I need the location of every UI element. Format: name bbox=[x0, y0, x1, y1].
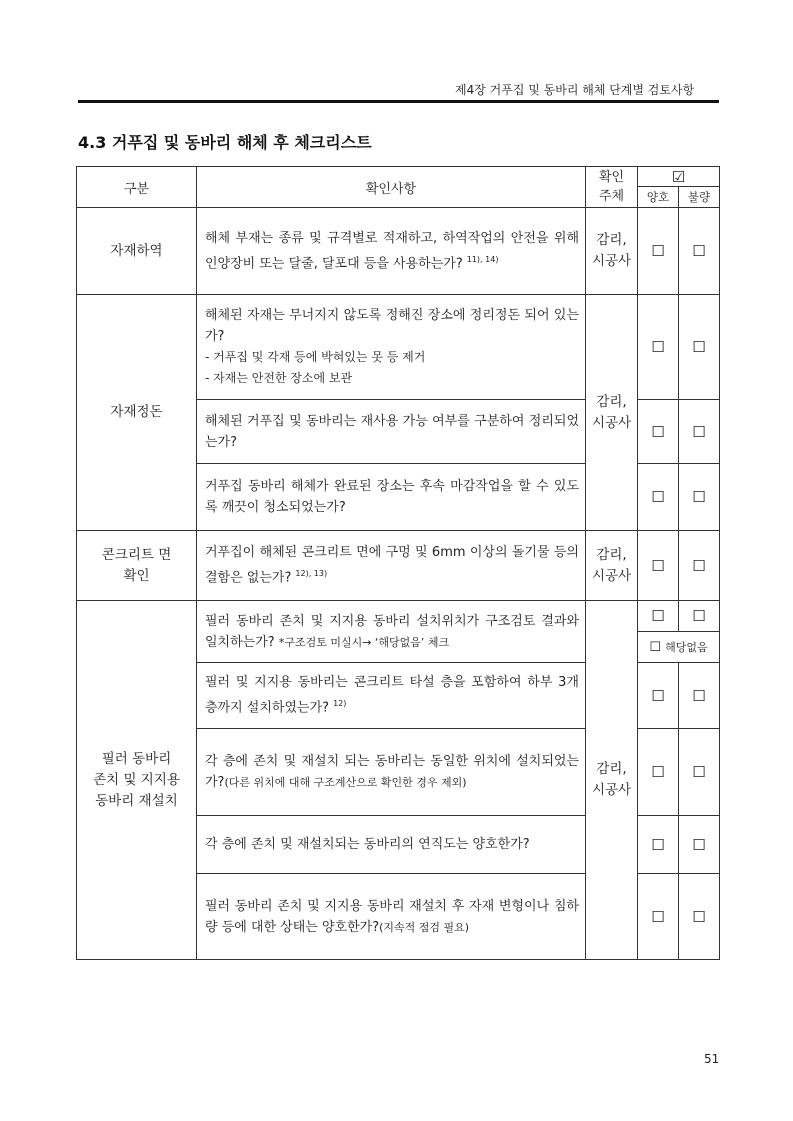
subject-cell bbox=[586, 208, 638, 295]
not-applicable-option[interactable] bbox=[638, 632, 720, 663]
category-label: 필러 동바리 bbox=[101, 750, 172, 767]
subject-line1: 감리, bbox=[596, 393, 627, 410]
check-item bbox=[197, 874, 586, 960]
subject-cell bbox=[586, 601, 638, 960]
good-checkbox[interactable]: ☐ bbox=[638, 874, 679, 960]
reference-note: 12) bbox=[333, 699, 347, 709]
reference-note: 12), 13) bbox=[295, 569, 328, 579]
check-item-text: 필러 동바리 존치 및 지지용 동바리 설치위치가 구조검토 결과와 일치하는가? bbox=[205, 613, 579, 650]
check-item bbox=[197, 208, 586, 295]
subject-line2: 시공사 bbox=[591, 414, 632, 431]
checkbox-icon: ☑ bbox=[638, 167, 720, 187]
col-header-bad: 불량 bbox=[679, 187, 720, 208]
bad-checkbox[interactable]: ☐ bbox=[679, 531, 720, 601]
category-cell bbox=[77, 295, 197, 531]
col-header-subject-line1: 확인 bbox=[598, 170, 625, 185]
table-row bbox=[77, 208, 720, 295]
check-item bbox=[197, 464, 586, 531]
bad-checkbox[interactable]: ☐ bbox=[679, 464, 720, 531]
good-checkbox[interactable]: ☐ bbox=[638, 729, 679, 816]
good-checkbox[interactable]: ☐ bbox=[638, 208, 679, 295]
check-item-text: 거푸집 동바리 해체가 완료된 장소는 후속 마감작업을 할 수 있도록 깨끗이 청소되었는가? bbox=[205, 479, 579, 515]
table-row bbox=[77, 295, 720, 400]
check-item bbox=[197, 400, 586, 464]
category-label: 존치 및 지지용 bbox=[93, 771, 180, 788]
bad-checkbox[interactable]: ☐ bbox=[679, 874, 720, 960]
bad-checkbox[interactable]: ☐ bbox=[679, 729, 720, 816]
check-item bbox=[197, 729, 586, 816]
check-item-text: 해체 부재는 종류 및 규격별로 적재하고, 하역작업의 안전을 위해 인양장비 또는 달줄, 달포대 등을 사용하는가? bbox=[205, 230, 579, 272]
check-item-note: *구조검토 미실시→ ‘해당없음’ 체크 bbox=[278, 635, 450, 649]
category-cell bbox=[77, 601, 197, 960]
subject-line2: 시공사 bbox=[591, 782, 632, 798]
subject-line2: 시공사 bbox=[591, 567, 632, 584]
check-item-text: 해체된 거푸집 및 동바리는 재사용 가능 여부를 구분하여 정리되었는가? bbox=[205, 413, 579, 450]
check-item bbox=[197, 531, 586, 601]
category-label: 콘크리트 면 bbox=[101, 546, 172, 563]
table-row bbox=[77, 531, 720, 601]
bad-checkbox[interactable]: ☐ bbox=[679, 663, 720, 729]
subject-line1: 감리, bbox=[596, 546, 627, 563]
bad-checkbox[interactable]: ☐ bbox=[679, 601, 720, 632]
check-item bbox=[197, 816, 586, 874]
bad-checkbox[interactable]: ☐ bbox=[679, 208, 720, 295]
page-number: 51 bbox=[704, 1052, 720, 1066]
good-checkbox[interactable]: ☐ bbox=[638, 400, 679, 464]
bad-checkbox[interactable]: ☐ bbox=[679, 400, 720, 464]
not-applicable-checkbox[interactable]: ☐ bbox=[649, 640, 662, 655]
header-rule bbox=[78, 100, 719, 103]
check-item-note: (지속적 점검 필요) bbox=[379, 920, 470, 934]
col-header-check: 확인사항 bbox=[197, 167, 586, 208]
col-header-good: 양호 bbox=[638, 187, 679, 208]
good-checkbox[interactable]: ☐ bbox=[638, 663, 679, 729]
check-item-text: 각 층에 존치 및 재설치되는 동바리의 연직도는 양호한가? bbox=[205, 837, 530, 852]
check-item-note: (다른 위치에 대해 구조계산으로 확인한 경우 제외) bbox=[224, 776, 467, 789]
category-cell bbox=[77, 531, 197, 601]
check-item-text: 각 층에 존치 및 재설치 되는 동바리는 동일한 위치에 설치되었는가? bbox=[205, 754, 579, 790]
check-item-text: 거푸집이 해체된 콘크리트 면에 구멍 및 6mm 이상의 돌기물 등의 결함은 없는가? bbox=[205, 545, 579, 586]
subject-cell bbox=[586, 295, 638, 531]
check-item-text: 필러 동바리 존치 및 지지용 동바리 재설치 후 자재 변형이나 침하량 등에 대한 상태는 양호한가? bbox=[205, 898, 579, 935]
category-label: 동바리 재설치 bbox=[95, 792, 178, 809]
good-checkbox[interactable]: ☐ bbox=[638, 816, 679, 874]
subject-line1: 감리, bbox=[596, 761, 627, 777]
col-header-subject-line2: 주체 bbox=[598, 189, 625, 204]
good-checkbox[interactable]: ☐ bbox=[638, 295, 679, 400]
category-label: 자재하역 bbox=[110, 242, 163, 259]
bad-checkbox[interactable]: ☐ bbox=[679, 816, 720, 874]
check-item bbox=[197, 295, 586, 400]
check-item-text: 필러 및 지지용 동바리는 콘크리트 타설 층을 포함하여 하부 3개 층까지 설치하였는가? bbox=[205, 675, 579, 716]
good-checkbox[interactable]: ☐ bbox=[638, 464, 679, 531]
col-header-category: 구분 bbox=[77, 167, 197, 208]
check-item-subpoint: - 거푸집 및 각재 등에 박혀있는 못 등 제거 bbox=[205, 350, 426, 364]
chapter-header: 제4장 거푸집 및 동바리 해체 단계별 검토사항 bbox=[455, 83, 695, 97]
category-label: 자재정돈 bbox=[110, 404, 163, 420]
check-item bbox=[197, 663, 586, 729]
check-item-subpoint: - 자재는 안전한 장소에 보관 bbox=[205, 371, 353, 385]
subject-cell bbox=[586, 531, 638, 601]
good-checkbox[interactable]: ☐ bbox=[638, 531, 679, 601]
category-label: 확인 bbox=[123, 567, 150, 584]
not-applicable-label: 해당없음 bbox=[665, 641, 708, 654]
subject-line1: 감리, bbox=[596, 232, 627, 248]
col-header-subject bbox=[586, 167, 638, 208]
checklist-table bbox=[76, 166, 720, 960]
good-checkbox[interactable]: ☐ bbox=[638, 601, 679, 632]
reference-note: 11), 14) bbox=[466, 254, 499, 264]
subject-line2: 시공사 bbox=[591, 253, 632, 269]
table-row bbox=[77, 601, 720, 632]
section-title: 4.3 거푸집 및 동바리 해체 후 체크리스트 bbox=[78, 133, 372, 152]
category-cell bbox=[77, 208, 197, 295]
check-item-text: 해체된 자재는 무너지지 않도록 정해진 장소에 정리정돈 되어 있는가? bbox=[205, 308, 579, 344]
bad-checkbox[interactable]: ☐ bbox=[679, 295, 720, 400]
check-item bbox=[197, 601, 586, 663]
